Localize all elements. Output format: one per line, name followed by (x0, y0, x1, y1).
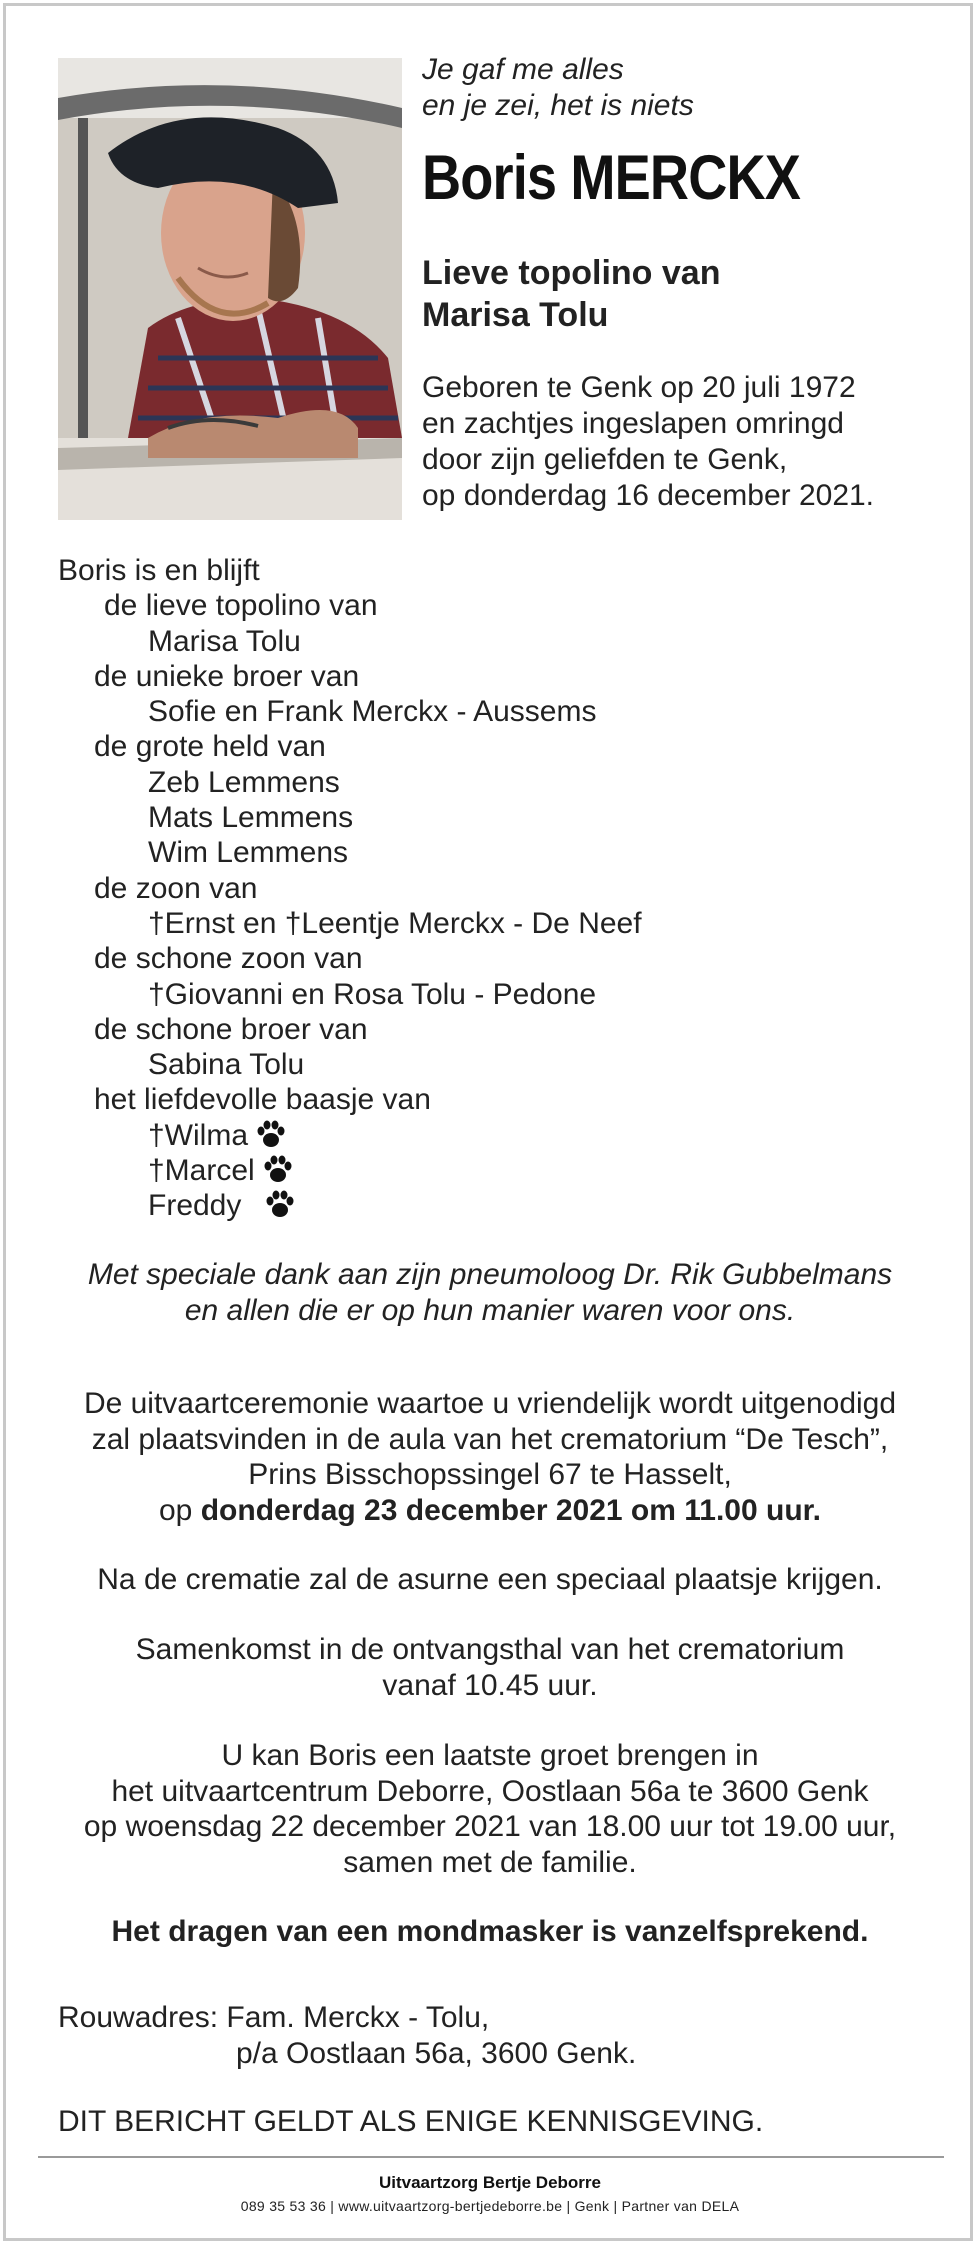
pet-entry (58, 1118, 918, 1153)
relation-label: de lieve topolino van (104, 589, 378, 623)
pet-name: †Marcel (148, 1154, 255, 1188)
thanks-message: Met speciale dank aan zijn pneumoloog Dr. Rik Gubbelmans en allen die er op hun manier waren voor ons. (87, 1258, 893, 1327)
family-relations (58, 553, 918, 1224)
ceremony-info: De uitvaartceremonie waartoe u vriendelijk wordt uitgenodigd zal plaatsvinden in de aula van het crematorium “De Tesch”, Prins Bisschopssingel 67 te Hasselt, op donderdag 23 december 2021 om 11.00 uur. (30, 1386, 950, 1528)
footer-divider (38, 2156, 944, 2158)
gathering-info: Samenkomst in de ontvangsthal van het crematorium vanaf 10.45 uur. (135, 1633, 845, 1702)
relation-name: †Ernst en †Leentje Merckx - De Neef (148, 906, 642, 940)
relation-label: de schone broer van (94, 1012, 368, 1046)
undertaker-name: Uitvaartzorg Bertje Deborre (378, 2173, 601, 2192)
pet-entry (58, 1188, 918, 1223)
relation-name: Zeb Lemmens (148, 765, 340, 799)
relation-name: Mats Lemmens (148, 801, 354, 835)
undertaker-contact: 089 35 53 36 | www.uitvaartzorg-bertjedeborre.be | Genk | Partner van DELA (240, 2198, 740, 2214)
relation-label: de unieke broer van (94, 659, 360, 693)
relation-name: Sofie en Frank Merckx - Aussems (148, 695, 597, 729)
deceased-name: Boris MERCKX (422, 143, 801, 213)
paw-print-icon (261, 1154, 295, 1184)
nickname: Lieve topolino van Marisa Tolu (422, 254, 721, 334)
paw-print-icon (263, 1189, 297, 1219)
relations-intro: Boris is en blijft (58, 554, 260, 587)
opening-quote: Je gaf me alles en je zei, het is niets (422, 53, 694, 122)
ceremony-date-line: op donderdag 23 december 2021 om 11.00 uur. (159, 1493, 821, 1527)
visitation-info: U kan Boris een laatste groet brengen in het uitvaartcentrum Deborre, Oostlaan 56a te 3600 Genk op woensdag 22 december 2021 van 18.00 uur tot 19.00 uur, samen met de familie. (83, 1739, 897, 1879)
birth-death-info: Geboren te Genk op 20 juli 1972 en zachtjes ingeslapen omringd door zijn geliefden te Genk, op donderdag 16 december 2021. (422, 371, 875, 512)
relation-name: Sabina Tolu (148, 1048, 305, 1082)
relation-label: de schone zoon van (94, 942, 363, 976)
relation-name: Marisa Tolu (148, 624, 301, 658)
ceremony-date: donderdag 23 december 2021 om 11.00 uur. (200, 1493, 821, 1527)
mask-notice: Het dragen van een mondmasker is vanzelfsprekend. (111, 1915, 869, 1948)
relation-label: het liefdevolle baasje van (94, 1083, 431, 1117)
relation-name: Wim Lemmens (148, 836, 349, 870)
pet-name: †Wilma (148, 1118, 249, 1152)
urn-note: Na de crematie zal de asurne een speciaal plaatsje krijgen. (97, 1563, 883, 1596)
portrait-photo (58, 58, 402, 520)
pet-name: Freddy (148, 1189, 242, 1223)
relation-label: de grote held van (94, 730, 326, 764)
pet-entry (58, 1153, 918, 1188)
relation-label: de zoon van (94, 871, 258, 905)
official-notice: DIT BERICHT GELDT ALS ENIGE KENNISGEVING. (58, 2105, 764, 2138)
mourning-address: Rouwadres: Fam. Merckx - Tolu, p/a Oostlaan 56a, 3600 Genk. (58, 2001, 637, 2070)
paw-print-icon (254, 1119, 288, 1149)
relation-name: †Giovanni en Rosa Tolu - Pedone (148, 977, 597, 1011)
header-block (422, 52, 942, 514)
